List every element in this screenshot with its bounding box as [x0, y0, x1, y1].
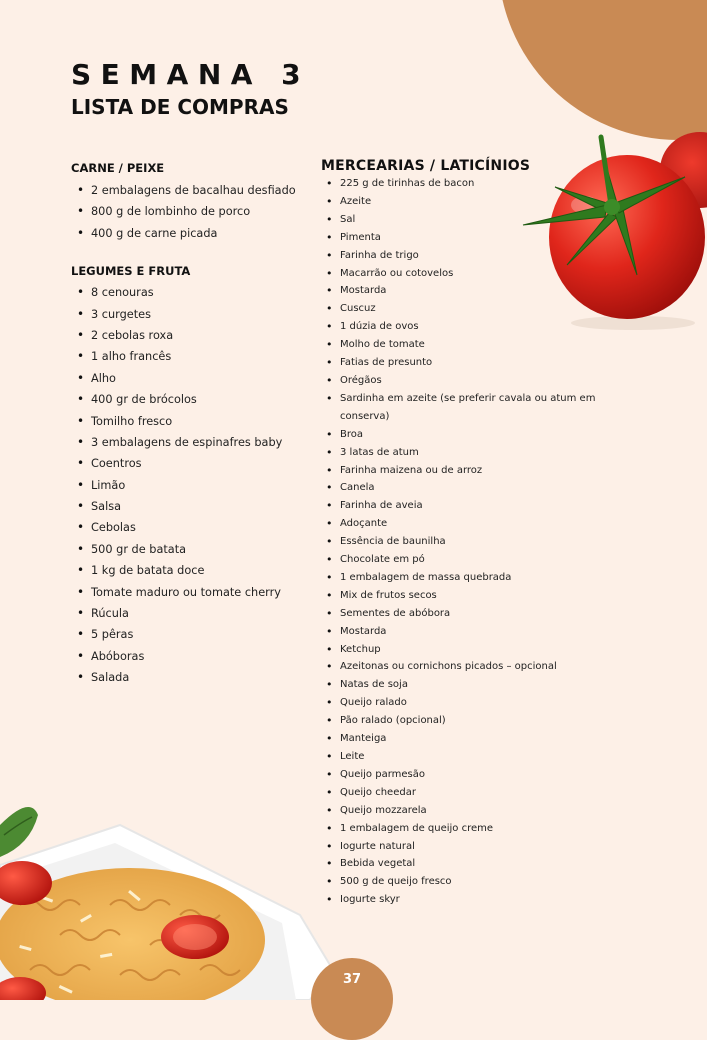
list-item: • Tomilho fresco: [71, 411, 311, 432]
list-item: • Mostarda: [321, 282, 601, 300]
list-item: • 2 cebolas roxa: [71, 325, 311, 346]
list-item: • 1 embalagem de massa quebrada: [321, 569, 601, 587]
list-item: • 400 gr de brócolos: [71, 389, 311, 410]
list-item: • Queijo mozzarela: [321, 802, 601, 820]
list-item: • 500 gr de batata: [71, 539, 311, 560]
list-item: • Iogurte natural: [321, 838, 601, 856]
list-item: • 2 embalagens de bacalhau desfiado: [71, 180, 311, 201]
mercearias-list: [321, 175, 601, 909]
list-item: • Macarrão ou cotovelos: [321, 265, 601, 283]
list-item: • Queijo parmesão: [321, 766, 601, 784]
list-item: • 8 cenouras: [71, 282, 311, 303]
list-item: • Sal: [321, 211, 601, 229]
list-item: • Canela: [321, 479, 601, 497]
list-item: • 800 g de lombinho de porco: [71, 201, 311, 222]
section-heading-legumes-fruta: LEGUMES E FRUTA: [71, 264, 191, 279]
list-item: • Mostarda: [321, 623, 601, 641]
list-item: • Queijo ralado: [321, 694, 601, 712]
list-item: • Farinha de trigo: [321, 247, 601, 265]
list-item: • Sardinha em azeite (se preferir cavala ou atum em conserva): [321, 390, 601, 426]
list-item: • Alho: [71, 368, 311, 389]
list-item: • Adoçante: [321, 515, 601, 533]
list-item: • Limão: [71, 475, 311, 496]
list-item: • Mix de frutos secos: [321, 587, 601, 605]
list-item: • Salada: [71, 667, 311, 688]
list-item: • Broa: [321, 426, 601, 444]
list-item: • Salsa: [71, 496, 311, 517]
right-column: [321, 158, 601, 909]
list-item: • Fatias de presunto: [321, 354, 601, 372]
list-item: • Pão ralado (opcional): [321, 712, 601, 730]
list-item: • 500 g de queijo fresco: [321, 873, 601, 891]
page-title: SEMANA 3: [71, 58, 311, 91]
list-item: • Queijo cheedar: [321, 784, 601, 802]
list-item: • 5 pêras: [71, 624, 311, 645]
list-item: • Rúcula: [71, 603, 311, 624]
list-item: • Azeitonas ou cornichons picados – opcional: [321, 658, 601, 676]
list-item: • 225 g de tirinhas de bacon: [321, 175, 601, 193]
list-item: • 1 embalagem de queijo creme: [321, 820, 601, 838]
list-item: • Farinha maizena ou de arroz: [321, 462, 601, 480]
list-item: • 3 latas de atum: [321, 444, 601, 462]
page-number: 37: [311, 958, 393, 1040]
list-item: • 1 kg de batata doce: [71, 560, 311, 581]
pasta-dish-image: [0, 795, 330, 1000]
list-item: • Orégãos: [321, 372, 601, 390]
list-item: • Ketchup: [321, 641, 601, 659]
section-heading-carne-peixe: CARNE / PEIXE: [71, 161, 165, 175]
list-item: • Molho de tomate: [321, 336, 601, 354]
list-item: • 1 dúzia de ovos: [321, 318, 601, 336]
left-column: [71, 161, 311, 689]
list-item: • Farinha de aveia: [321, 497, 601, 515]
list-item: • Azeite: [321, 193, 601, 211]
list-item: • Leite: [321, 748, 601, 766]
carne-peixe-list: [71, 180, 311, 244]
list-item: • Essência de baunilha: [321, 533, 601, 551]
list-item: • 1 alho francês: [71, 346, 311, 367]
decorative-circle-top-right: [498, 0, 707, 140]
list-item: • Cebolas: [71, 517, 311, 538]
list-item: • Bebida vegetal: [321, 855, 601, 873]
list-item: • Tomate maduro ou tomate cherry: [71, 582, 311, 603]
list-item: • Abóboras: [71, 646, 311, 667]
list-item: • Manteiga: [321, 730, 601, 748]
list-item: • Cuscuz: [321, 300, 601, 318]
section-heading-mercearias: MERCEARIAS / LATICÍNIOS: [321, 158, 531, 174]
list-item: • Coentros: [71, 453, 311, 474]
list-item: • Sementes de abóbora: [321, 605, 601, 623]
list-item: • 3 embalagens de espinafres baby: [71, 432, 311, 453]
list-item: • Iogurte skyr: [321, 891, 601, 909]
list-item: • Pimenta: [321, 229, 601, 247]
list-item: • Natas de soja: [321, 676, 601, 694]
list-item: • 3 curgetes: [71, 304, 311, 325]
list-item: • Chocolate em pó: [321, 551, 601, 569]
page-subtitle: LISTA DE COMPRAS: [71, 95, 289, 119]
list-item: • 400 g de carne picada: [71, 223, 311, 244]
legumes-fruta-list: [71, 282, 311, 688]
